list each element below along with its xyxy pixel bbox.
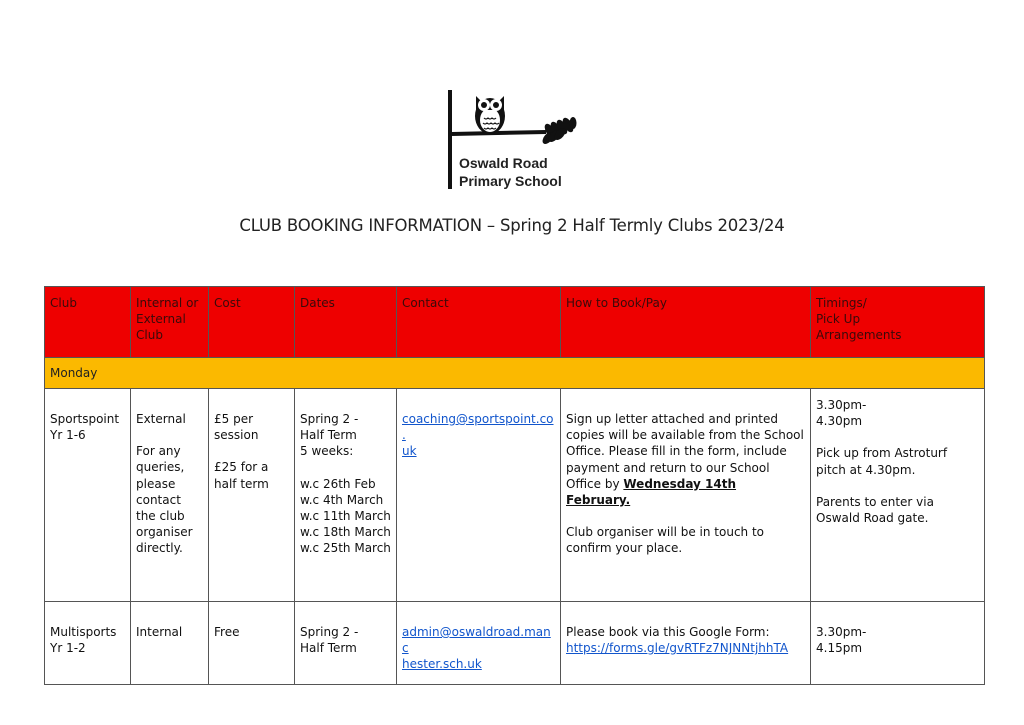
contact-email-link-cont[interactable]: uk — [402, 444, 417, 459]
school-logo — [446, 88, 586, 192]
header-timings: Timings/ Pick Up Arrangements — [811, 287, 985, 358]
contact-email-link[interactable]: admin@oswaldroad.manc — [402, 625, 551, 656]
header-internal-external: Internal or External Club — [131, 287, 209, 358]
header-how-to-book: How to Book/Pay — [561, 287, 811, 358]
deadline-date: Wednesday 14th — [623, 476, 737, 491]
club-contact — [397, 389, 561, 602]
club-type: External For any queries, please contact the club organiser directly. — [131, 389, 209, 602]
club-contact — [397, 602, 561, 685]
page-title: CLUB BOOKING INFORMATION – Spring 2 Half Termly Clubs 2023/24 — [239, 216, 785, 235]
club-how-to-book: Sign up letter attached and printed copies will be available from the School Office. Please fill in the form, include payment and return to our School Office by Wednesday 14th February. Club organiser will be in touch to confirm your place. — [561, 389, 811, 602]
club-how-to-book: Please book via this Google Form: https://forms.gle/gvRTFz7NJNNtjhhTA — [561, 602, 811, 685]
header-cost: Cost — [209, 287, 295, 358]
google-form-link[interactable]: https://forms.gle/gvRTFz7NJNNtjhhTA — [566, 641, 789, 656]
club-dates: Spring 2 - Half Term — [295, 602, 397, 685]
table-header-row — [45, 287, 985, 358]
header-club: Club — [45, 287, 131, 358]
school-name-line1: Oswald Road — [459, 155, 548, 171]
club-timings: 3.30pm- 4.15pm — [811, 602, 985, 685]
header-dates: Dates — [295, 287, 397, 358]
club-table — [44, 286, 985, 685]
day-row-monday — [45, 358, 985, 389]
table-row — [45, 389, 985, 602]
club-name: Sportspoint Yr 1-6 — [45, 389, 131, 602]
table-row — [45, 602, 985, 685]
club-type: Internal — [131, 602, 209, 685]
header-contact: Contact — [397, 287, 561, 358]
club-dates: Spring 2 - Half Term 5 weeks: w.c 26th Feb w.c 4th March w.c 11th March w.c 18th March w.c 25th March — [295, 389, 397, 602]
contact-email-link-cont[interactable]: hester.sch.uk — [402, 657, 482, 672]
club-cost: Free — [209, 602, 295, 685]
club-timings: 3.30pm- 4.30pm Pick up from Astroturf pitch at 4.30pm. Parents to enter via Oswald Road gate. — [811, 389, 985, 602]
school-name-line2: Primary School — [459, 173, 562, 189]
contact-email-link[interactable]: coaching@sportspoint.co. — [402, 412, 554, 443]
day-label: Monday — [45, 358, 985, 389]
club-cost: £5 per session £25 for a half term — [209, 389, 295, 602]
club-name: Multisports Yr 1-2 — [45, 602, 131, 685]
